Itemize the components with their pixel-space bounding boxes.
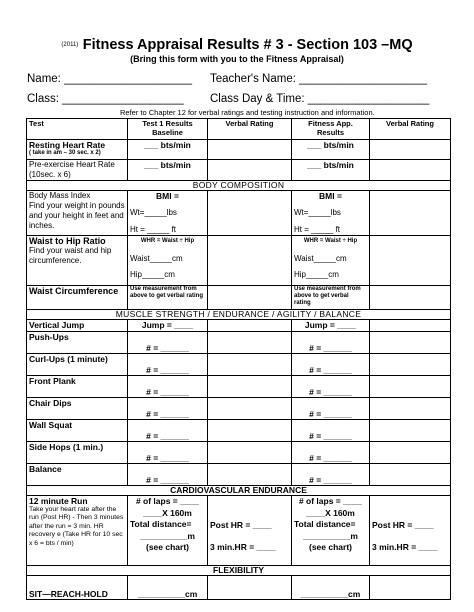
whr-test1[interactable] <box>128 236 208 286</box>
row-resting-hr <box>27 140 128 160</box>
cd-fitness[interactable]: # = ______ <box>292 398 370 420</box>
three-min-hr[interactable]: 3 min.HR = ____ <box>210 542 276 552</box>
run-verbal2[interactable] <box>370 496 451 566</box>
pu-verbal1[interactable] <box>208 332 292 354</box>
vj-test1[interactable]: Jump = ____ <box>128 320 208 332</box>
bmi-title: Body Mass Index <box>29 191 91 200</box>
run-laps[interactable]: # of laps = ____ <box>298 496 363 506</box>
whr-hip[interactable]: Hip_____cm <box>130 270 175 279</box>
run-test1[interactable] <box>128 496 208 566</box>
cu-fitness[interactable]: # = ______ <box>292 354 370 376</box>
run-total-m[interactable]: __________m <box>140 530 195 541</box>
cu-test1[interactable]: # = ______ <box>128 354 208 376</box>
post-hr[interactable]: Post HR = ____ <box>210 520 272 530</box>
run-x160: ____X 160m <box>143 507 192 518</box>
cd-verbal1[interactable] <box>208 398 292 420</box>
table-row <box>27 286 451 310</box>
fp-fitness[interactable]: # = ______ <box>292 376 370 398</box>
pre-verbal2[interactable] <box>370 160 451 181</box>
pre-exercise-hr: Pre-exercise Heart Rate (10sec. x 6) <box>27 160 128 181</box>
class-day-field[interactable]: Class Day & Time: ___________________ <box>210 93 430 105</box>
run-title: 12 minute Run <box>29 496 88 506</box>
ws-test1[interactable]: # = ______ <box>128 420 208 442</box>
section-row <box>27 181 451 191</box>
section-cardio: CARDIOVASCULAR ENDURANCE <box>27 486 451 496</box>
bmi-label: BMI = <box>319 191 342 201</box>
whr-waist[interactable]: Waist_____cm <box>130 254 183 263</box>
section-row <box>27 566 451 576</box>
table-row <box>27 191 451 236</box>
whr-verbal2[interactable] <box>370 236 451 286</box>
table-row <box>27 354 451 376</box>
page-subtitle: (Bring this form with you to the Fitness Appraisal) <box>130 54 344 64</box>
col-test: Test <box>27 119 128 140</box>
rhr-title: Resting Heart Rate <box>29 140 106 150</box>
vj-fitness[interactable]: Jump = ____ <box>292 320 370 332</box>
bal-verbal1[interactable] <box>208 464 292 486</box>
table-row <box>27 420 451 442</box>
run-total-label: Total distance= <box>130 519 192 529</box>
chair-dips: Chair Dips <box>27 398 128 420</box>
cu-verbal2[interactable] <box>370 354 451 376</box>
rhr-test1[interactable]: ___ bts/min <box>128 140 208 160</box>
rhr-verbal2[interactable] <box>370 140 451 160</box>
run-verbal1[interactable] <box>208 496 292 566</box>
bal-verbal2[interactable] <box>370 464 451 486</box>
vertical-jump: Vertical Jump <box>27 320 128 332</box>
name-field[interactable]: Name: ____________________ <box>27 73 192 85</box>
bmi-fitness[interactable] <box>292 191 370 236</box>
table-row <box>27 140 451 160</box>
results-table <box>26 118 451 600</box>
row-waist-hip <box>27 236 128 286</box>
vj-verbal1[interactable] <box>208 320 292 332</box>
pu-fitness[interactable]: # = ______ <box>292 332 370 354</box>
cd-verbal2[interactable] <box>370 398 451 420</box>
rhr-verbal1[interactable] <box>208 140 292 160</box>
pu-test1[interactable]: # = ______ <box>128 332 208 354</box>
balance: Balance <box>27 464 128 486</box>
bmi-height[interactable]: Ht = _____ ft <box>130 225 177 234</box>
bmi-verbal2[interactable] <box>370 191 451 236</box>
whr-label: WHR = Waist ÷ Hip <box>303 238 358 244</box>
bmi-weight[interactable]: Wt=_____lbs <box>130 208 177 217</box>
fp-test1[interactable]: # = ______ <box>128 376 208 398</box>
table-row <box>27 442 451 464</box>
wall-squat: Wall Squat <box>27 420 128 442</box>
sh-test1[interactable]: # = ______ <box>128 442 208 464</box>
vj-verbal2[interactable] <box>370 320 451 332</box>
run-see-chart: (see chart) <box>309 542 352 552</box>
sh-verbal2[interactable] <box>370 442 451 464</box>
three-min-hr[interactable]: 3 min.HR = ____ <box>372 542 438 552</box>
front-plank: Front Plank <box>27 376 128 398</box>
whr-desc: Find your waist and hip circumference. <box>29 246 112 265</box>
ws-verbal2[interactable] <box>370 420 451 442</box>
section-flexibility: FLEXIBILITY <box>27 566 451 576</box>
sr-verbal2[interactable] <box>370 576 451 600</box>
run-x160: ____X 160m <box>306 507 355 518</box>
wc-note-test1: Use measurement from above to get verbal rating <box>128 286 208 310</box>
pre-fitness[interactable]: ___ bts/min <box>292 160 370 181</box>
table-row <box>27 496 451 566</box>
side-hops: Side Hops (1 min.) <box>27 442 128 464</box>
whr-title: Waist to Hip Ratio <box>29 236 106 246</box>
sh-verbal1[interactable] <box>208 442 292 464</box>
whr-hip[interactable]: Hip_____cm <box>294 270 339 279</box>
title-year: (2011) <box>61 41 79 48</box>
run-fitness[interactable] <box>292 496 370 566</box>
push-ups: Push-Ups <box>27 332 128 354</box>
sit-reach-hold: SIT—REACH-HOLD <box>27 576 128 600</box>
table-row <box>27 332 451 354</box>
col-verbal-rating-2: Verbal Rating <box>370 119 451 140</box>
bal-fitness[interactable]: # = ______ <box>292 464 370 486</box>
col-fitness-results: Fitness App. Results <box>292 119 370 140</box>
section-muscle: MUSCLE STRENGTH / ENDURANCE / AGILITY / BALANCE <box>27 310 451 320</box>
pu-verbal2[interactable] <box>370 332 451 354</box>
table-row <box>27 236 451 286</box>
bmi-verbal1[interactable] <box>208 191 292 236</box>
post-hr[interactable]: Post HR = ____ <box>372 520 434 530</box>
row-12-minute-run <box>27 496 128 566</box>
ws-verbal1[interactable] <box>208 420 292 442</box>
run-see-chart: (see chart) <box>146 542 189 552</box>
pre-verbal1[interactable] <box>208 160 292 181</box>
bmi-label: BMI = <box>156 191 179 201</box>
run-total-label: Total distance= <box>294 519 356 529</box>
table-row <box>27 576 451 600</box>
fp-verbal2[interactable] <box>370 376 451 398</box>
whr-waist[interactable]: Waist_____cm <box>294 254 347 263</box>
table-header-row <box>27 119 451 140</box>
curl-ups: Curl-Ups (1 minute) <box>27 354 128 376</box>
waist-circumference: Waist Circumference <box>27 286 128 310</box>
wc-verbal1[interactable] <box>208 286 292 310</box>
teacher-name-field[interactable]: Teacher's Name: ____________________ <box>210 73 428 85</box>
run-laps[interactable]: # of laps = ____ <box>135 496 200 506</box>
bmi-height[interactable]: Ht = _____ ft <box>294 225 341 234</box>
title-main: Fitness Appraisal Results # 3 - Section 103 –MQ <box>82 37 413 53</box>
rhr-fitness[interactable]: ___ bts/min <box>292 140 370 160</box>
run-total-m[interactable]: __________m <box>303 530 358 541</box>
wc-verbal2[interactable] <box>370 286 451 310</box>
table-row <box>27 160 451 181</box>
fp-verbal1[interactable] <box>208 376 292 398</box>
ws-fitness[interactable]: # = ______ <box>292 420 370 442</box>
table-row <box>27 464 451 486</box>
sr-test1[interactable]: __________cm <box>128 576 208 600</box>
page-title <box>0 36 474 54</box>
pre-test1[interactable]: ___ bts/min <box>128 160 208 181</box>
table-row <box>27 376 451 398</box>
class-field[interactable]: Class: ___________________ <box>27 93 184 105</box>
col-verbal-rating-1: Verbal Rating <box>208 119 292 140</box>
bal-test1[interactable]: # = ______ <box>128 464 208 486</box>
sr-verbal1[interactable] <box>208 576 292 600</box>
wc-note-fitness: Use measurement from above to get verbal rating <box>292 286 370 310</box>
bmi-weight[interactable]: Wt=_____lbs <box>294 208 341 217</box>
section-row <box>27 486 451 496</box>
row-bmi <box>27 191 128 236</box>
col-test1-baseline: Test 1 Results Baseline <box>128 119 208 140</box>
reference-note: Refer to Chapter 12 for verbal ratings and testing instruction and information. <box>120 108 375 117</box>
cd-test1[interactable]: # = ______ <box>128 398 208 420</box>
sr-fitness[interactable]: __________cm <box>292 576 370 600</box>
section-row <box>27 310 451 320</box>
sh-fitness[interactable]: # = ______ <box>292 442 370 464</box>
whr-label: WHR = Waist ÷ Hip <box>140 238 195 244</box>
whr-verbal1[interactable] <box>208 236 292 286</box>
cu-verbal1[interactable] <box>208 354 292 376</box>
rhr-note: ( take in am – 30 sec. x 2) <box>29 150 101 156</box>
run-desc: Take your heart rate after the run (Post HR) - Then 3 minutes after the run = 3 min. HR recovery e (Take HR for 10 sec x 6 = bts / min) <box>29 506 124 547</box>
bmi-test1[interactable] <box>128 191 208 236</box>
bmi-desc: Find your weight in pounds and your height in feet and inches. <box>29 201 125 230</box>
whr-fitness[interactable] <box>292 236 370 286</box>
table-row <box>27 320 451 332</box>
table-row <box>27 398 451 420</box>
section-body-composition: BODY COMPOSITION <box>27 181 451 191</box>
